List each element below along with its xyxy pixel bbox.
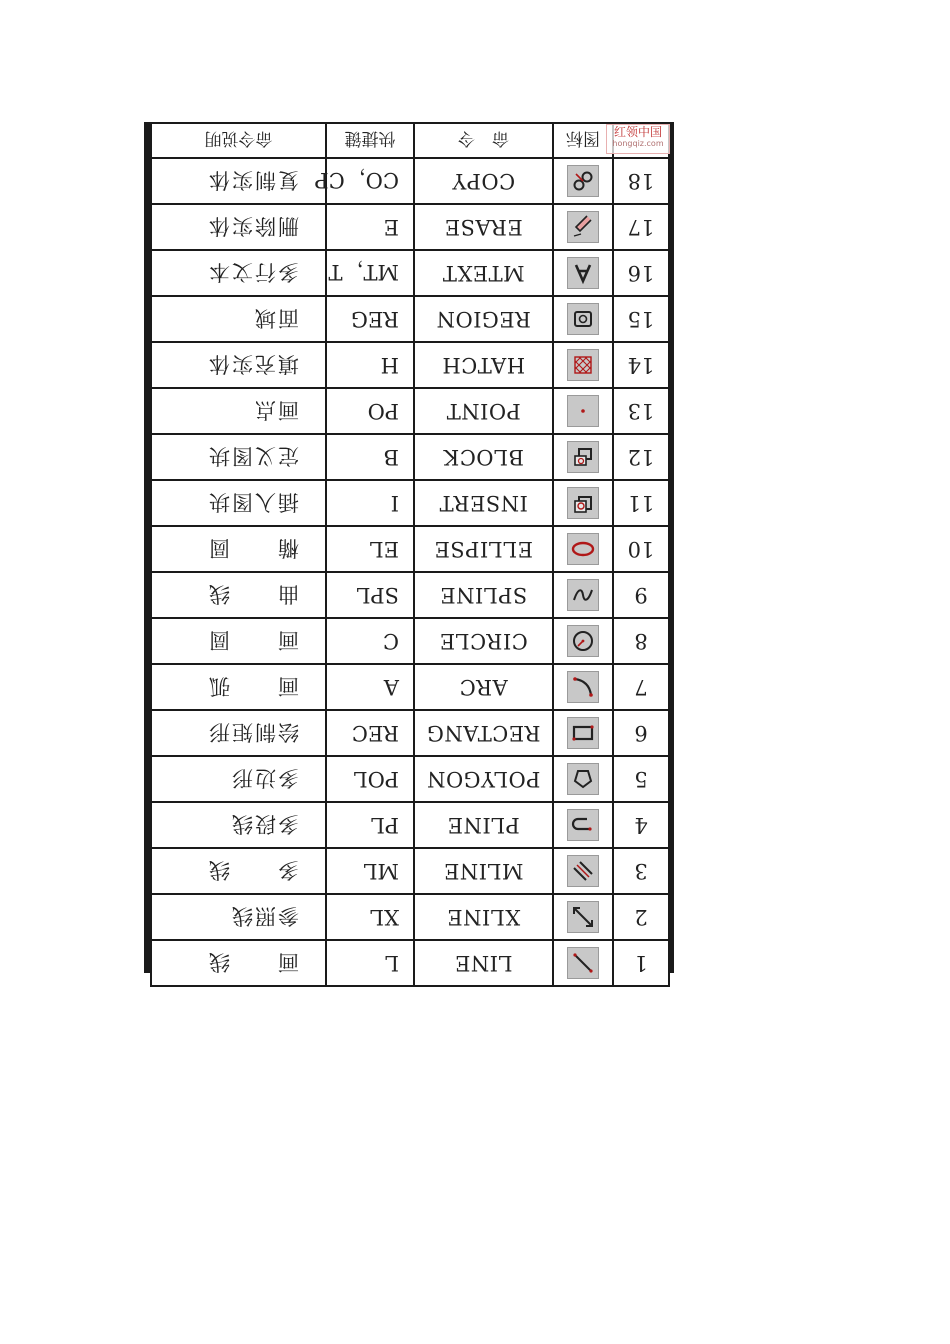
table-row [151,250,669,296]
command-description: 曲 线 [151,572,326,618]
ellipse-icon [567,533,599,565]
command-name: REGION [414,296,553,342]
mline-icon [567,855,599,887]
command-name: HATCH [414,342,553,388]
icon-cell [553,802,613,848]
command-description: 画 圆 [151,618,326,664]
icon-cell [553,756,613,802]
table-row [151,480,669,526]
icon-cell [553,894,613,940]
polygon-icon [567,763,599,795]
row-number: 7 [613,664,669,710]
icon-cell [553,388,613,434]
row-number: 8 [613,618,669,664]
icon-cell [553,848,613,894]
cad-command-table [150,122,670,987]
command-name: ELLIPSE [414,526,553,572]
circle-icon [567,625,599,657]
table-header-row [151,123,669,158]
command-name: LINE [414,940,553,986]
xline-icon [567,901,599,933]
table-row [151,894,669,940]
command-description: 画 弧 [151,664,326,710]
command-shortcut: EL [326,526,414,572]
command-name: COPY [414,158,553,204]
command-name: RECTANG [414,710,553,756]
header-icon: 图标 [553,123,613,158]
table-row [151,940,669,986]
row-number: 2 [613,894,669,940]
row-number: 6 [613,710,669,756]
header-command: 命 令 [414,123,553,158]
table-row [151,756,669,802]
row-number: 13 [613,388,669,434]
command-shortcut: E [326,204,414,250]
command-shortcut: H [326,342,414,388]
icon-cell [553,158,613,204]
table-row [151,848,669,894]
point-icon [567,395,599,427]
command-name: INSERT [414,480,553,526]
command-shortcut: CO，CP [326,158,414,204]
table-row [151,158,669,204]
insert-icon [567,487,599,519]
icon-cell [553,572,613,618]
table-row [151,802,669,848]
spline-icon [567,579,599,611]
command-description: 多行文本 [151,250,326,296]
row-number: 5 [613,756,669,802]
arc-icon [567,671,599,703]
row-number: 12 [613,434,669,480]
command-description: 绘制矩形 [151,710,326,756]
block-icon [567,441,599,473]
command-shortcut: PO [326,388,414,434]
command-name: XLINE [414,894,553,940]
row-number: 4 [613,802,669,848]
icon-cell [553,204,613,250]
command-name: POLYGON [414,756,553,802]
command-name: POINT [414,388,553,434]
icon-cell [553,940,613,986]
row-number: 1 [613,940,669,986]
hatch-icon [567,349,599,381]
header-description: 命令说明 [151,123,326,158]
row-number: 9 [613,572,669,618]
header-shortcut: 快捷键 [326,123,414,158]
command-name: MTEXT [414,250,553,296]
icon-cell [553,526,613,572]
line-icon [567,947,599,979]
command-shortcut: L [326,940,414,986]
command-shortcut: I [326,480,414,526]
icon-cell [553,618,613,664]
row-number: 14 [613,342,669,388]
command-name: ARC [414,664,553,710]
mtext-icon [567,257,599,289]
command-table-frame [144,122,674,973]
command-name: ERASE [414,204,553,250]
table-row [151,342,669,388]
command-description: 定义图块 [151,434,326,480]
command-shortcut: MT，T [326,250,414,296]
table-row [151,204,669,250]
row-number: 16 [613,250,669,296]
row-number: 11 [613,480,669,526]
site-watermark-logo: 红领中国 hongqiz.com [606,124,670,154]
command-shortcut: XL [326,894,414,940]
command-shortcut: SPL [326,572,414,618]
command-shortcut: REC [326,710,414,756]
table-row [151,526,669,572]
rectang-icon [567,717,599,749]
erase-icon [567,211,599,243]
command-shortcut: PL [326,802,414,848]
row-number: 3 [613,848,669,894]
command-description: 填充实体 [151,342,326,388]
command-description: 多边形 [151,756,326,802]
row-number: 18 [613,158,669,204]
command-description: 多 线 [151,848,326,894]
command-description: 复制实体 [151,158,326,204]
command-name: PLINE [414,802,553,848]
command-description: 画 线 [151,940,326,986]
icon-cell [553,296,613,342]
region-icon [567,303,599,335]
command-name: CIRCLE [414,618,553,664]
table-row [151,572,669,618]
icon-cell [553,342,613,388]
copy-icon [567,165,599,197]
icon-cell [553,710,613,756]
command-name: MLINE [414,848,553,894]
icon-cell [553,434,613,480]
command-description: 删除实体 [151,204,326,250]
row-number: 15 [613,296,669,342]
row-number: 17 [613,204,669,250]
table-row [151,296,669,342]
icon-cell [553,480,613,526]
row-number: 10 [613,526,669,572]
command-name: SPLINE [414,572,553,618]
table-row [151,388,669,434]
table-row [151,664,669,710]
command-description: 参照线 [151,894,326,940]
command-shortcut: A [326,664,414,710]
command-name: BLOCK [414,434,553,480]
table-row [151,618,669,664]
command-shortcut: B [326,434,414,480]
command-shortcut: ML [326,848,414,894]
pline-icon [567,809,599,841]
icon-cell [553,250,613,296]
command-description: 椭 圆 [151,526,326,572]
command-description: 画点 [151,388,326,434]
command-description: 插入图块 [151,480,326,526]
command-shortcut: REG [326,296,414,342]
command-description: 多段线 [151,802,326,848]
table-row [151,710,669,756]
icon-cell [553,664,613,710]
command-description: 面域 [151,296,326,342]
command-shortcut: C [326,618,414,664]
command-shortcut: POL [326,756,414,802]
table-row [151,434,669,480]
